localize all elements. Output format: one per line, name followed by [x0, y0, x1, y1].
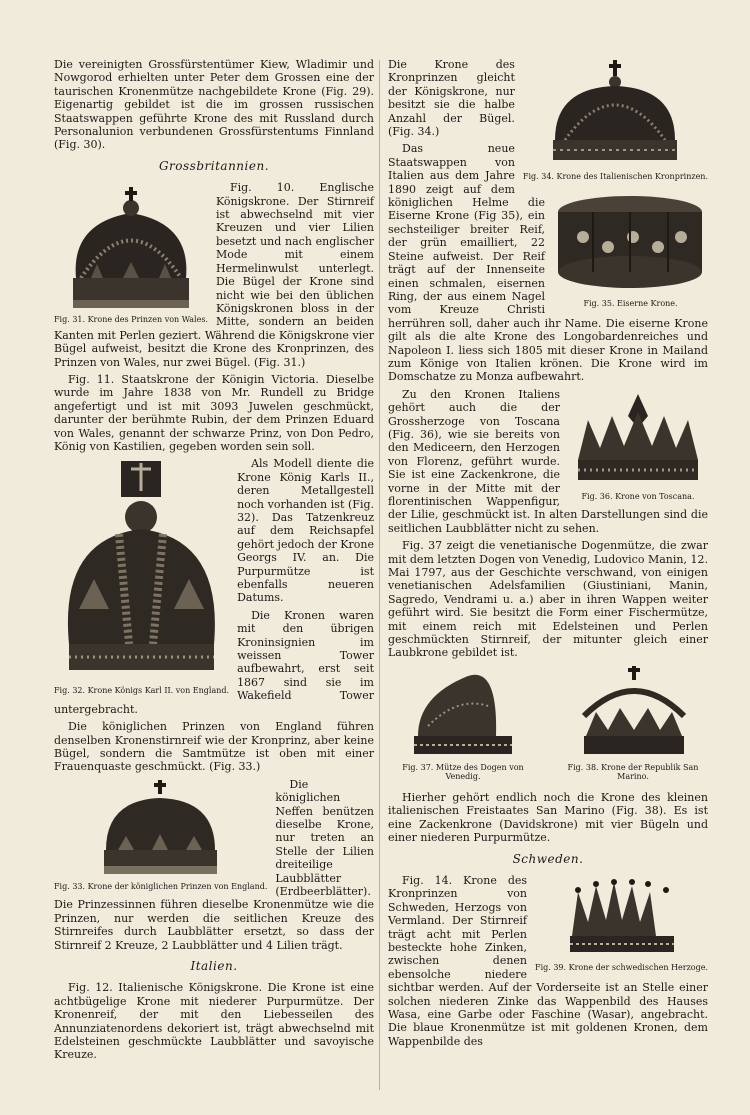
paragraph-kronprinz-italien: Die Krone des Kronprinzen gleicht der Königskrone, nur besitzt sie die halbe Anzahl der Bügel. (Fig. 34.) — [388, 58, 515, 139]
crown-swedish-dukes-icon — [562, 876, 682, 961]
paragraph-san-marino: Hierher gehört endlich noch die Krone des kleinen italienischen Freistaates San Marino (Fig. 38). Es ist eine Zackenkrone (Davidskrone) mit vier Bügeln und einer niederen Purpurmütze. — [388, 790, 708, 845]
caption-fig-31: Fig. 31. Krone des Prinzen von Wales. — [54, 315, 208, 325]
paragraph-modell: Als Modell diente die Krone König Karls II., deren Metallgestell noch vorhanden ist (Fig. 32). Das Tatzenkreuz auf dem Reichsapfel gehört jedoch der Krone Georgs IV. an. Die Purpurmütze ist ebenfalls neueren Datums. — [237, 457, 374, 605]
doge-cap-icon — [408, 666, 518, 761]
figure-35 — [553, 187, 708, 308]
crown-prince-wales-icon — [61, 183, 201, 313]
right-column — [388, 58, 708, 1052]
left-column — [54, 58, 374, 1066]
figure-32 — [54, 459, 229, 695]
paragraph-italienische-koenigskrone: Fig. 12. Italienische Königskrone. Die Krone ist eine achtbügelige Krone mit niederer Purpurmütze. Der Kronenreif, der mit den Liebesseilen des Annunziatenordens dekoriert ist, trägt abwechselnd mit Edelsteinen geschmückte Laubblätter und savoyische Kreuze. — [54, 981, 374, 1062]
figure-39 — [535, 876, 708, 972]
paragraph-staatskrone: Fig. 11. Staatskrone der Königin Victoria. Dieselbe wurde im Jahre 1838 von Mr. Rundell zu Bridge angefertigt und ist mit 3093 Juwelen geschmückt, darunter der berühmte Rubin, der dem Prinzen Eduard von Wales, genannt der schwarze Prinz, von Don Pedro, König von Kastilien, gegeben worden sein soll. — [54, 372, 374, 453]
caption-fig-33: Fig. 33. Krone der königlichen Prinzen von England. — [54, 881, 268, 891]
caption-fig-34: Fig. 34. Krone des Italienischen Kronprinzen. — [522, 172, 708, 181]
crown-italian-prince-icon — [545, 60, 685, 170]
caption-fig-36: Fig. 36. Krone von Toscana. — [581, 491, 695, 501]
crown-royal-princes-icon — [98, 780, 223, 880]
paragraph-dogenmuetze: Fig. 37 zeigt die venetianische Dogenmütze, die zwar mit dem letzten Dogen von Venedig, Ludovico Manin, 12. Mai 1797, aus der Geschichte verschwand, von einigen venetianischen Adelsfamilien (Giustiniani, Manin, Sagredo, Vendrami u. a.) aber in ihren Wappen weiter geführt wird. Sie besitzt die Form einer Fischermütze, mit einem reich mit Edelsteinen und Perlen geschmückten Stirnreif, der mitunter gleich einer Laubkrone gebildet ist. — [388, 539, 708, 660]
crown-karl-ii-icon — [59, 459, 224, 684]
crown-toscana-icon — [568, 390, 708, 490]
heading-schweden: Schweden. — [512, 851, 584, 866]
figure-36 — [568, 390, 708, 501]
paragraph-tower: Die Kronen waren mit den übrigen Kroninsignien im weissen Tower aufbewahrt, erst seit 1867 sind sie im Wakefield Tower untergebracht. — [54, 608, 374, 716]
caption-fig-38: Fig. 38. Krone der Republik San Marino. — [567, 762, 699, 781]
figure-31 — [54, 183, 208, 324]
iron-crown-icon — [553, 187, 708, 297]
figure-pair-37-38 — [388, 666, 708, 781]
figure-33 — [54, 780, 267, 891]
paragraph-englische-koenigskrone: Fig. 10. Englische Königskrone. Der Stirnreif ist abwechselnd mit vier Kreuzen und vier Lilien besetzt und nach englischer Mode mit einem Hermelinwulst unterlegt. Die Bügel der Krone sind nicht wie bei den üblichen Königskronen bloss in der Mitte, sondern an beiden Kanten mit Perlen geziert. Während die Königskrone vier Bügel aufweist, besitzt die Krone des Kronprinzen, des Prinzen von Wales, nur zwei Bügel. (Fig. 31.) — [54, 181, 374, 369]
caption-fig-39: Fig. 39. Krone der schwedischen Herzoge. — [535, 962, 708, 972]
paragraph-russia: Die vereinigten Grossfürstentümer Kiew, Wladimir und Nowgorod erhielten unter Peter dem Grossen eine der taurischen Kronenmütze nachgebildete Krone (Fig. 29). Eigenartig gebildet ist die im grossen russischen Staatswappen geführte Krone des mit Russland durch Personalunion verbundenen Grossfürstentums Finnland (Fig. 30). — [54, 58, 374, 152]
paragraph-staatswappen-italien: Das neue Staatswappen von Italien aus dem Jahre 1890 zeigt auf dem königlichen Helme die Eiserne Krone (Fig 35), ein sechsteiliger breiter Reif, der grün emailliert, 22 Steine aufweist. Der Reif trägt auf der Innenseite einen schmalen, eisernen Ring, der aus einem Nagel vom Kreuze Christi herrühren soll, daher auch ihr Name. Die eiserne Krone gilt als die alte Krone des Longobardenreiches und Napoleon I. liess sich 1805 mit dieser Krone in Mailand zum Könige von Italien krönen. Die Krone wird im Domschatze zu Monza aufbewahrt. — [388, 142, 708, 384]
paragraph-prinzen-england: Die königlichen Prinzen von England führen denselben Kronenstirnreif wie der Kronprinz, aber keine Bügel, sondern die Samtmütze ist oben mit einer Frauenquaste geschmückt. (Fig. 33.) — [54, 720, 374, 774]
paragraph-schweden: Fig. 14. Krone des Kronprinzen von Schweden, Herzogs von Vermland. Der Stirnreif trägt acht mit Perlen besteckte hohe Zinken, zwischen denen ebensolche niedere sichtbar werden. Auf der Vorderseite ist an Stelle einer solchen niederen Zinke das Wappenbild des Hauses Wasa, eine Garbe oder Faschine (Wasar), angebracht. Die blaue Kronenmütze ist mit goldenen Kronen, dem Wappenbilde des — [388, 873, 708, 1048]
heading-italien: Italien. — [190, 959, 238, 973]
heading-grossbritannien: Grossbritannien. — [158, 158, 270, 173]
figure-34 — [523, 60, 708, 181]
figure-38 — [558, 666, 708, 781]
paragraph-toscana: Zu den Kronen Italiens gehört auch die der Grossherzoge von Toscana (Fig. 36), wie sie bereits von den Mediceern, den Herzogen von Florenz, geführt wurde. Sie ist eine Zackenkrone, die vorne in der Mitte mit der florentinischen Wappenfigur, der Lilie, geschmückt ist. In alten Darstellungen sind die seitlichen Laubblätter nicht zu sehen. — [388, 387, 708, 535]
figure-37 — [388, 666, 538, 781]
paragraph-neffen: Die königlichen Neffen benützen dieselbe Krone, nur treten an Stelle der Lilien dreiteilige Laubblätter (Erdbeerblätter). Die Prinzessinnen führen dieselbe Kronenmütze wie die Prinzen, nur werden die seitlichen Kreuze des Stirnreifes durch Laubblätter ersetzt, so dass der Stirnreif 2 Kreuze, 2 Laubblätter und 4 Lilien trägt. — [54, 777, 374, 952]
column-divider — [379, 60, 380, 1090]
caption-fig-35: Fig. 35. Eiserne Krone. — [583, 299, 678, 308]
caption-fig-32: Fig. 32. Krone Königs Karl II. von England. — [54, 686, 230, 696]
caption-fig-37: Fig. 37. Mütze des Dogen von Venedig. — [402, 762, 524, 781]
crown-san-marino-icon — [576, 666, 691, 761]
